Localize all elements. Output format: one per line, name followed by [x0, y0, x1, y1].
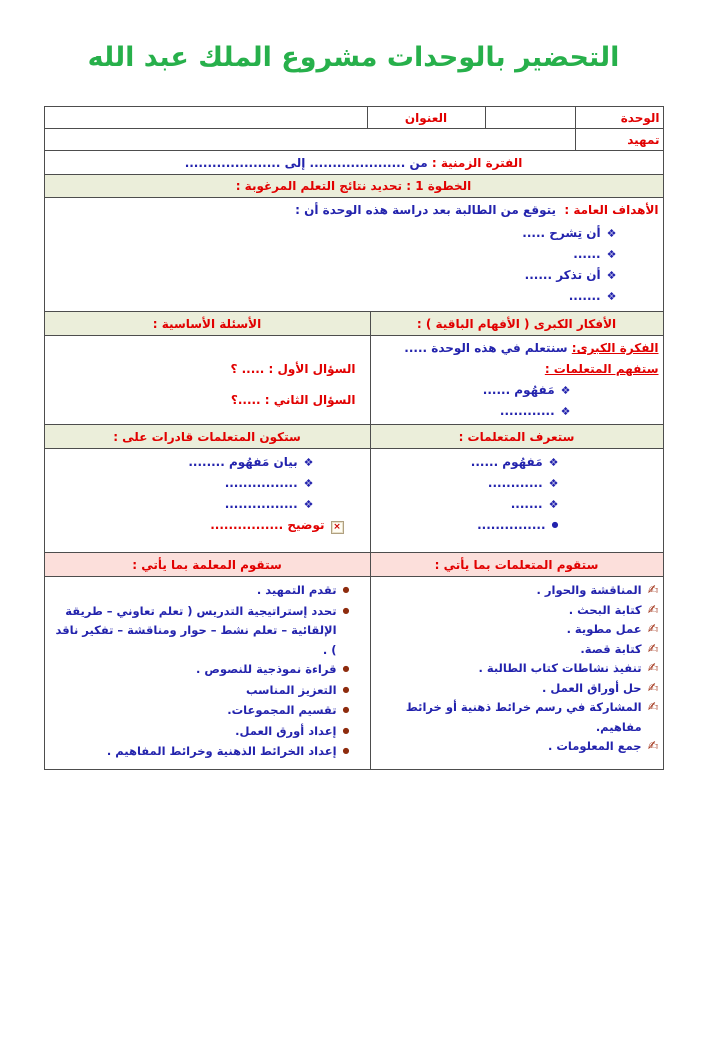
ideas-questions-header-row	[45, 311, 663, 335]
lesson-plan-table	[44, 106, 664, 770]
diamond-bullet-icon: ❖	[606, 227, 617, 240]
student-activity: المشاركة في رسم خرائط ذهنية أو خرائط مفاهيم.	[405, 700, 642, 734]
writing-hand-icon: ✍	[647, 700, 659, 715]
goals-label: الأهداف العامة :	[564, 203, 659, 217]
understand-list	[375, 380, 659, 422]
student-activity: عمل مطوية .	[566, 622, 642, 636]
able-list	[49, 452, 366, 536]
list-item	[375, 698, 659, 737]
able-text: توضيح ................	[210, 518, 325, 532]
list-item	[375, 601, 659, 621]
big-ideas-header: الأفكار الكبرى ( الأفهام الباقية ) :	[371, 312, 663, 335]
diamond-bullet-icon: ❖	[548, 456, 559, 469]
know-text: ...............	[477, 518, 546, 532]
dot-bullet-icon: ●	[551, 520, 559, 529]
dot-bullet-icon: ●	[342, 746, 350, 755]
list-item	[49, 581, 350, 602]
list-item	[49, 722, 350, 743]
period-cell	[45, 151, 663, 174]
students-do-list	[375, 581, 659, 757]
dot-bullet-icon: ●	[342, 585, 350, 594]
period-label: الفترة الزمنية :	[431, 155, 523, 170]
able-cell	[45, 449, 371, 552]
know-able-header-row	[45, 424, 663, 448]
list-item	[49, 602, 350, 661]
diamond-bullet-icon: ❖	[606, 269, 617, 282]
diamond-bullet-icon: ❖	[560, 384, 571, 397]
student-activity: تنفيذ نشاطات كتاب الطالبة .	[478, 661, 642, 675]
students-do-header: ستقوم المتعلمات بما يأتي :	[371, 553, 663, 576]
diamond-bullet-icon: ❖	[548, 477, 559, 490]
student-activity: كتابة قصة.	[580, 641, 642, 656]
know-list	[375, 452, 659, 537]
diamond-bullet-icon: ❖	[303, 477, 314, 490]
able-text: ................	[224, 476, 298, 490]
teacher-activity: إعداد الخرائط الذهنية وخرائط المفاهيم .	[106, 744, 337, 758]
teacher-activity: التعزيز المناسب	[245, 682, 337, 697]
page-title: التحضير بالوحدات مشروع الملك عبد الله	[87, 42, 620, 73]
able-text: ................	[224, 497, 298, 511]
activities-header-row	[45, 552, 663, 576]
box-x-icon: ×	[331, 521, 344, 534]
list-item	[375, 581, 659, 601]
title-label: العنوان	[368, 107, 486, 128]
writing-hand-icon: ✍	[647, 583, 659, 598]
teacher-do-list	[49, 581, 366, 763]
list-item	[49, 286, 617, 307]
ideas-questions-row	[45, 335, 663, 424]
diamond-bullet-icon: ❖	[606, 248, 617, 261]
list-item	[375, 515, 559, 537]
able-header: ستكون المتعلمات قادرات على :	[45, 425, 371, 448]
period-value: من ..................... إلى .....................	[184, 155, 428, 170]
dot-bullet-icon: ●	[342, 684, 350, 694]
question-first: السؤال الأول : ..... ؟	[230, 362, 356, 376]
goals-intro: يتوقع من الطالبة بعد دراسة هذه الوحدة أن :	[295, 203, 557, 217]
understand-text: مَفهُوم ......	[482, 383, 555, 397]
list-item	[49, 515, 344, 536]
step1-header: الخطوة 1 : تحديد نتائج التعلم المرغوبة :	[45, 175, 663, 197]
list-item	[375, 640, 659, 660]
intro-value-cell	[45, 129, 576, 150]
dot-bullet-icon: ●	[342, 664, 350, 673]
diamond-bullet-icon: ❖	[548, 498, 559, 511]
list-item	[375, 380, 571, 401]
list-item	[49, 473, 314, 494]
list-item	[49, 494, 314, 515]
question-second: السؤال الثاني : .....؟	[230, 393, 356, 407]
activities-row	[45, 576, 663, 769]
goals-intro-line	[49, 200, 659, 221]
diamond-bullet-icon: ❖	[560, 405, 571, 418]
able-text: بيان مَفهُوم ........	[188, 455, 298, 469]
writing-hand-icon: ✍	[647, 622, 659, 637]
student-activity: المناقشة والحوار .	[536, 583, 642, 597]
unit-label: الوحدة	[620, 110, 660, 125]
list-item	[375, 620, 659, 640]
list-item	[49, 681, 350, 702]
writing-hand-icon: ✍	[647, 661, 659, 676]
list-item	[49, 452, 314, 473]
list-item	[375, 401, 571, 422]
goal-text: أن تِشرح .....	[522, 226, 601, 240]
teacher-activity: قراءة نموذجية للنصوص .	[196, 662, 337, 676]
student-activity: جمع المعلومات .	[548, 739, 642, 753]
big-idea-label: الفكرة الكبرى:	[571, 341, 659, 355]
intro-row	[45, 128, 663, 150]
know-text: .......	[510, 497, 543, 511]
dot-bullet-icon: ●	[342, 605, 350, 615]
know-text: مَفهُوم ......	[470, 455, 543, 469]
writing-hand-icon: ✍	[647, 739, 659, 754]
goals-cell	[45, 198, 663, 311]
understand-label: ستفهم المتعلمات :	[544, 362, 659, 376]
list-item	[375, 679, 659, 699]
questions-cell	[45, 336, 371, 424]
teacher-activity: تقسيم المجموعات.	[227, 703, 337, 717]
essential-questions-header: الأسئلة الأساسية :	[45, 312, 371, 335]
goal-text: .......	[568, 289, 601, 303]
list-item	[49, 660, 350, 681]
list-item	[49, 701, 350, 722]
goals-list	[49, 223, 659, 307]
writing-hand-icon: ✍	[647, 641, 659, 657]
teacher-activity: تحدد إستراتيجية التدريس ( تعلم تعاوني – طريقة الإلقائية – تعلم نشط – حوار ومناقشة – تفكير ناقد ) .	[55, 603, 337, 657]
know-text: ............	[487, 476, 543, 490]
goal-text: أن تذكر ......	[524, 268, 601, 282]
students-do-cell	[371, 577, 663, 769]
writing-hand-icon: ✍	[647, 680, 659, 696]
list-item	[375, 452, 559, 473]
diamond-bullet-icon: ❖	[606, 290, 617, 303]
writing-hand-icon: ✍	[647, 602, 659, 618]
list-item	[49, 265, 617, 286]
teacher-activity: تقدم التمهيد .	[256, 583, 337, 597]
student-activity: حل أوراق العمل .	[542, 680, 642, 695]
list-item	[375, 737, 659, 757]
understand-text: ............	[499, 404, 555, 418]
know-cell	[371, 449, 663, 552]
teacher-do-header: ستقوم المعلمة بما يأتي :	[45, 553, 371, 576]
unit-title-row	[45, 107, 663, 128]
big-idea-line	[375, 338, 659, 359]
diamond-bullet-icon: ❖	[303, 456, 314, 469]
list-item	[49, 244, 617, 265]
goals-row	[45, 197, 663, 311]
page	[0, 42, 707, 1042]
period-row	[45, 150, 663, 174]
student-activity: كتابة البحث .	[568, 602, 642, 617]
goal-text: ......	[573, 247, 601, 261]
teacher-do-cell	[45, 577, 371, 769]
know-header: ستعرف المتعلمات :	[371, 425, 663, 448]
dot-bullet-icon: ●	[342, 705, 350, 714]
list-item	[375, 473, 559, 494]
list-item	[375, 659, 659, 679]
big-idea-cell	[371, 336, 663, 424]
intro-label: تمهيد	[627, 132, 660, 147]
list-item	[49, 742, 350, 763]
list-item	[375, 494, 559, 515]
list-item	[49, 223, 617, 244]
teacher-activity: إعداد أورق العمل.	[235, 723, 337, 738]
unit-value-cell	[486, 107, 576, 128]
title-value-cell	[45, 107, 368, 128]
dot-bullet-icon: ●	[342, 725, 350, 735]
big-idea-text: سنتعلم في هذه الوحدة .....	[404, 341, 568, 355]
step1-header-row	[45, 174, 663, 197]
know-able-row	[45, 448, 663, 552]
diamond-bullet-icon: ❖	[303, 498, 314, 511]
